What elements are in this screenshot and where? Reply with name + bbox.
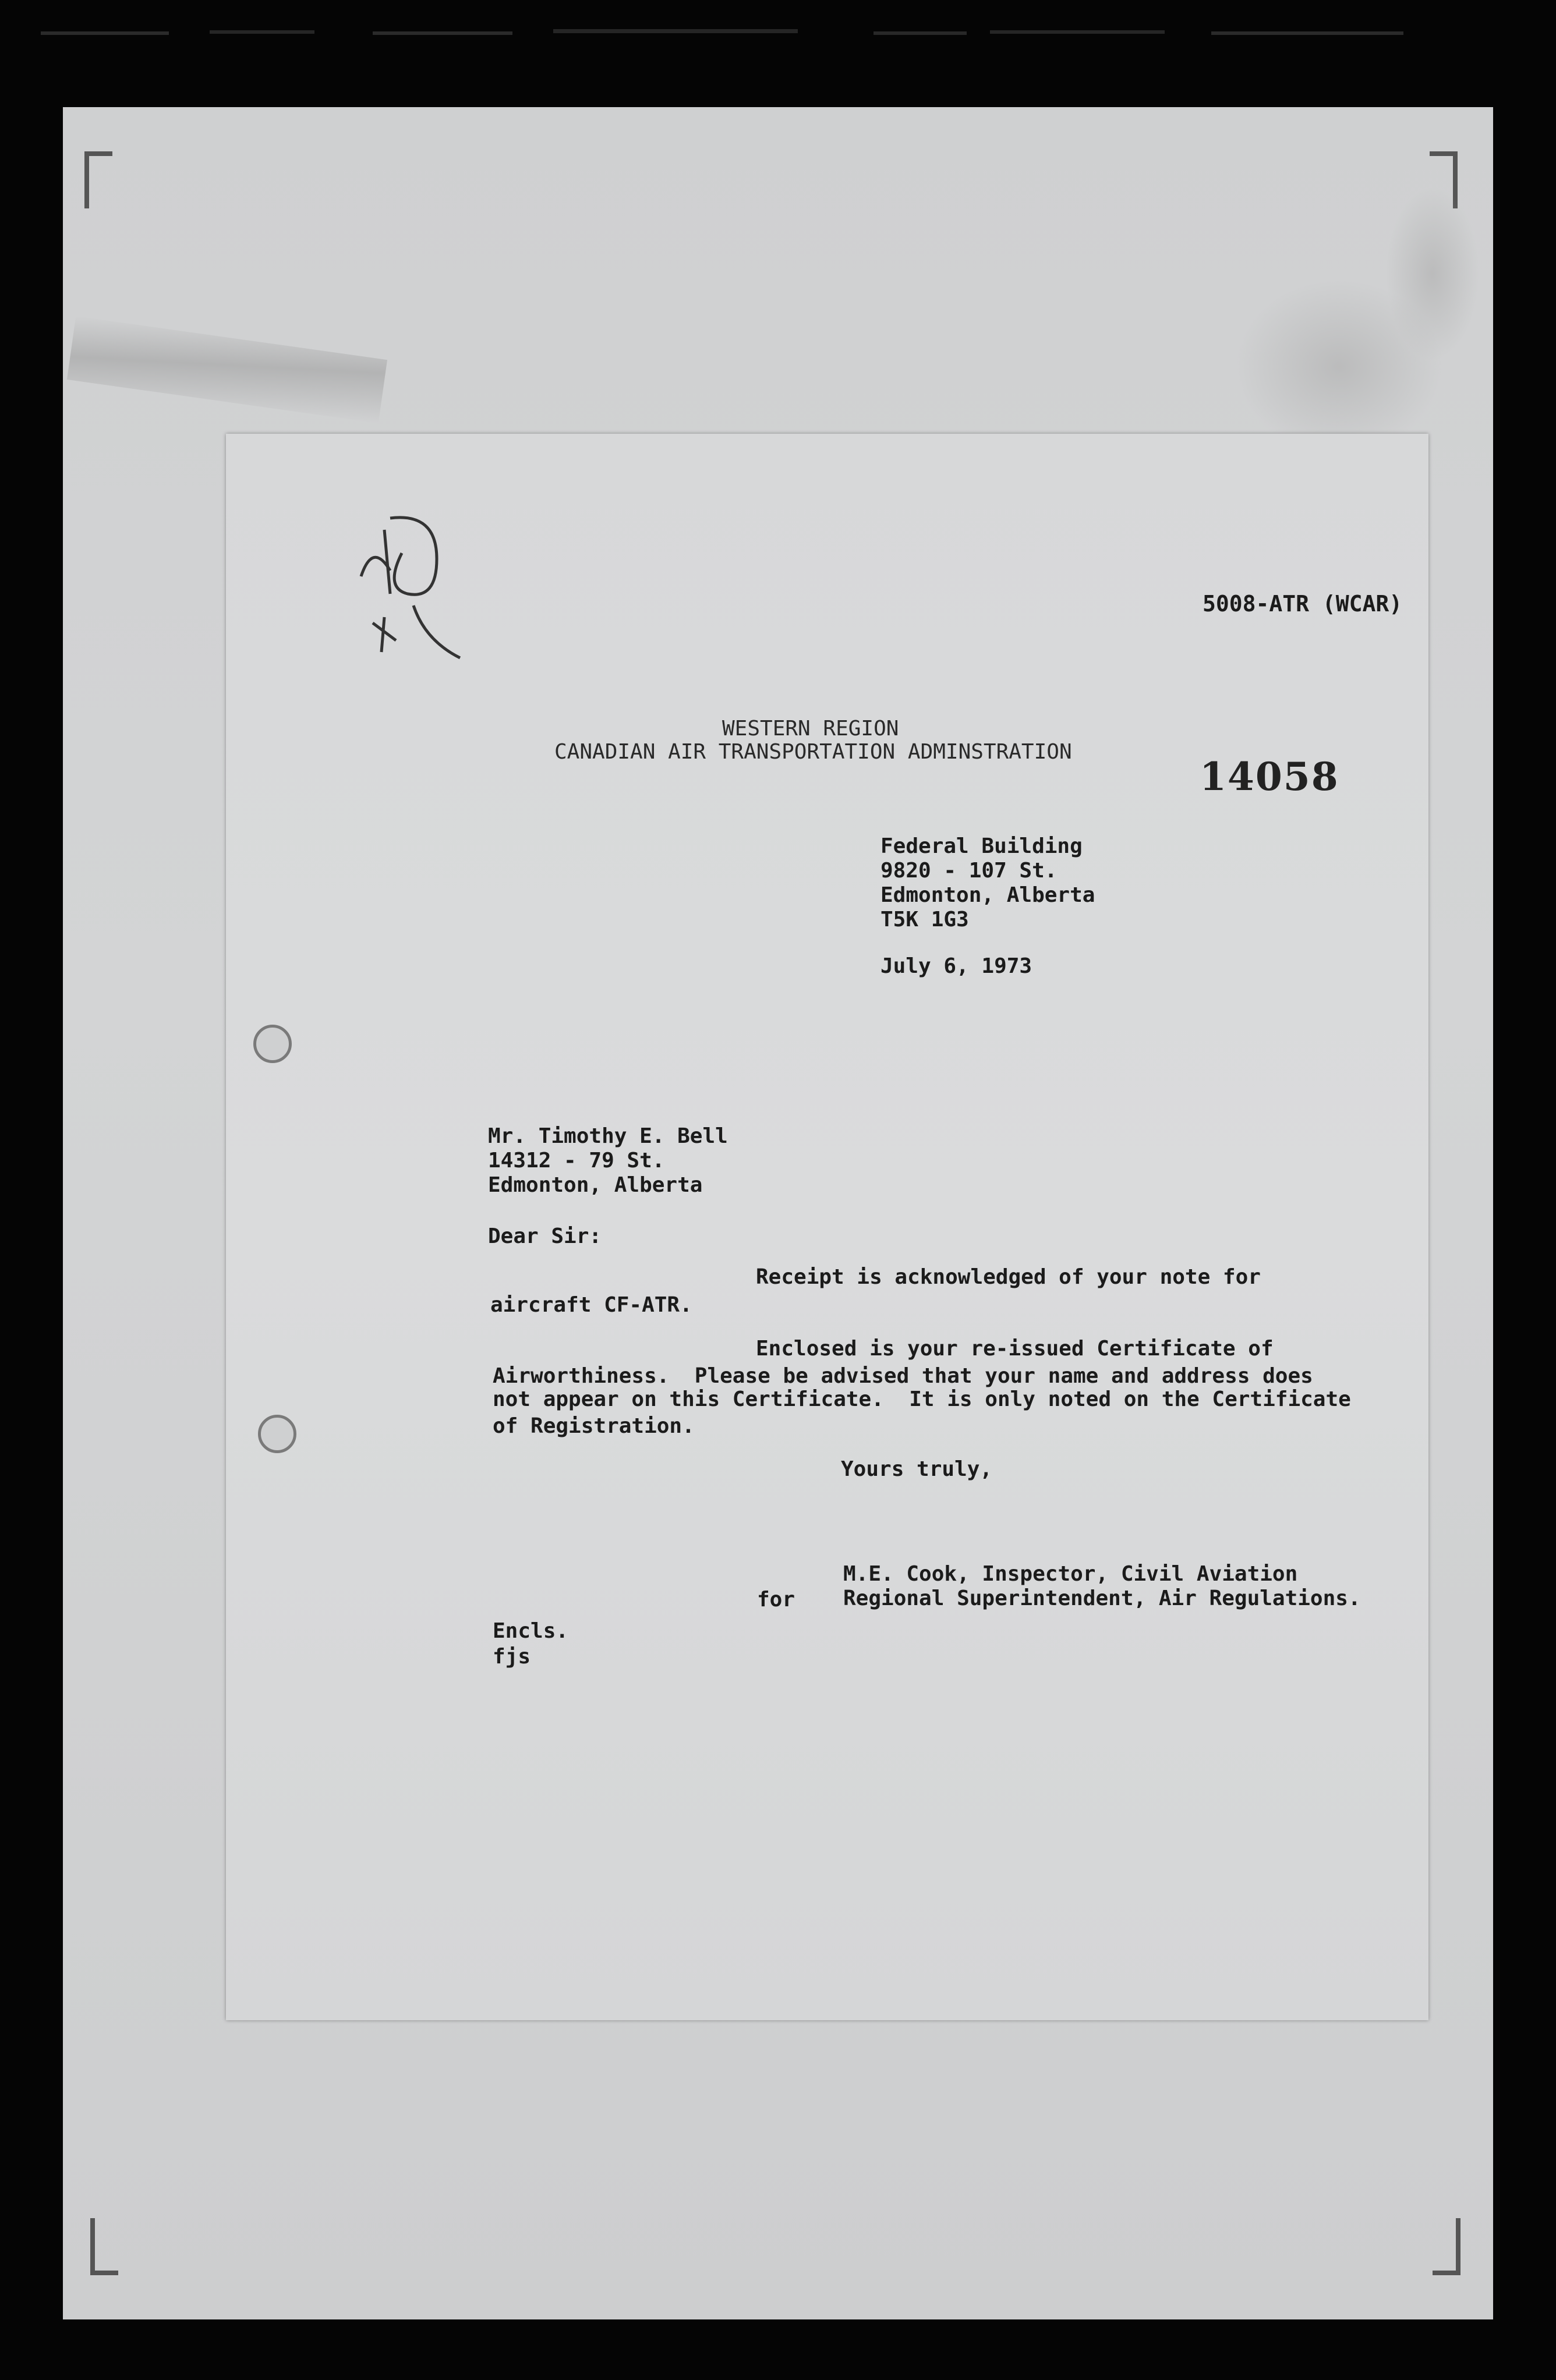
sender-address-line: Federal Building [880,834,1083,858]
closing: Yours truly, [841,1457,993,1481]
signature-line: M.E. Cook, Inspector, Civil Aviation [843,1562,1298,1586]
salutation: Dear Sir: [488,1224,602,1248]
paragraph-line: not appear on this Certificate. It is only noted on the Certificate [493,1387,1351,1411]
paragraph-line: Receipt is acknowledged of your note for [756,1265,1261,1289]
letter-date: July 6, 1973 [880,954,1032,978]
punch-hole-lower [258,1415,296,1453]
letterhead-agency: CANADIAN AIR TRANSPORTATION ADMINSTRATION [554,740,1072,764]
recipient-line: 14312 - 79 St. [488,1149,665,1173]
handwritten-initials [349,507,501,675]
signature-for: for [757,1588,795,1612]
sender-address-line: 9820 - 107 St. [880,859,1058,883]
paragraph-line: Enclosed is your re-issued Certificate of [756,1337,1274,1361]
paragraph-line: Airworthiness. Please be advised that your name and address does [493,1364,1313,1388]
file-number: 14058 [1200,754,1339,799]
recipient-line: Mr. Timothy E. Bell [488,1124,728,1148]
paragraph-line: of Registration. [493,1414,695,1438]
corner-bracket-bottom-left [90,2218,118,2275]
top-edge-marks [0,23,1556,47]
stain-right-edge [1386,186,1479,361]
punch-hole-upper [253,1025,292,1063]
sender-address-line: T5K 1G3 [880,908,969,932]
corner-bracket-bottom-right [1433,2218,1460,2275]
sender-address-line: Edmonton, Alberta [880,883,1095,907]
enclosures-note: Encls. [493,1619,569,1643]
signature-line: Regional Superintendent, Air Regulations. [843,1586,1361,1610]
letterhead-region: WESTERN REGION [722,717,899,741]
paragraph-line: aircraft CF-ATR. [490,1293,692,1317]
typist-initials: fjs [493,1645,531,1669]
reference-code: 5008-ATR (WCAR) [1203,591,1403,617]
recipient-line: Edmonton, Alberta [488,1173,703,1197]
corner-bracket-top-left [84,151,112,208]
